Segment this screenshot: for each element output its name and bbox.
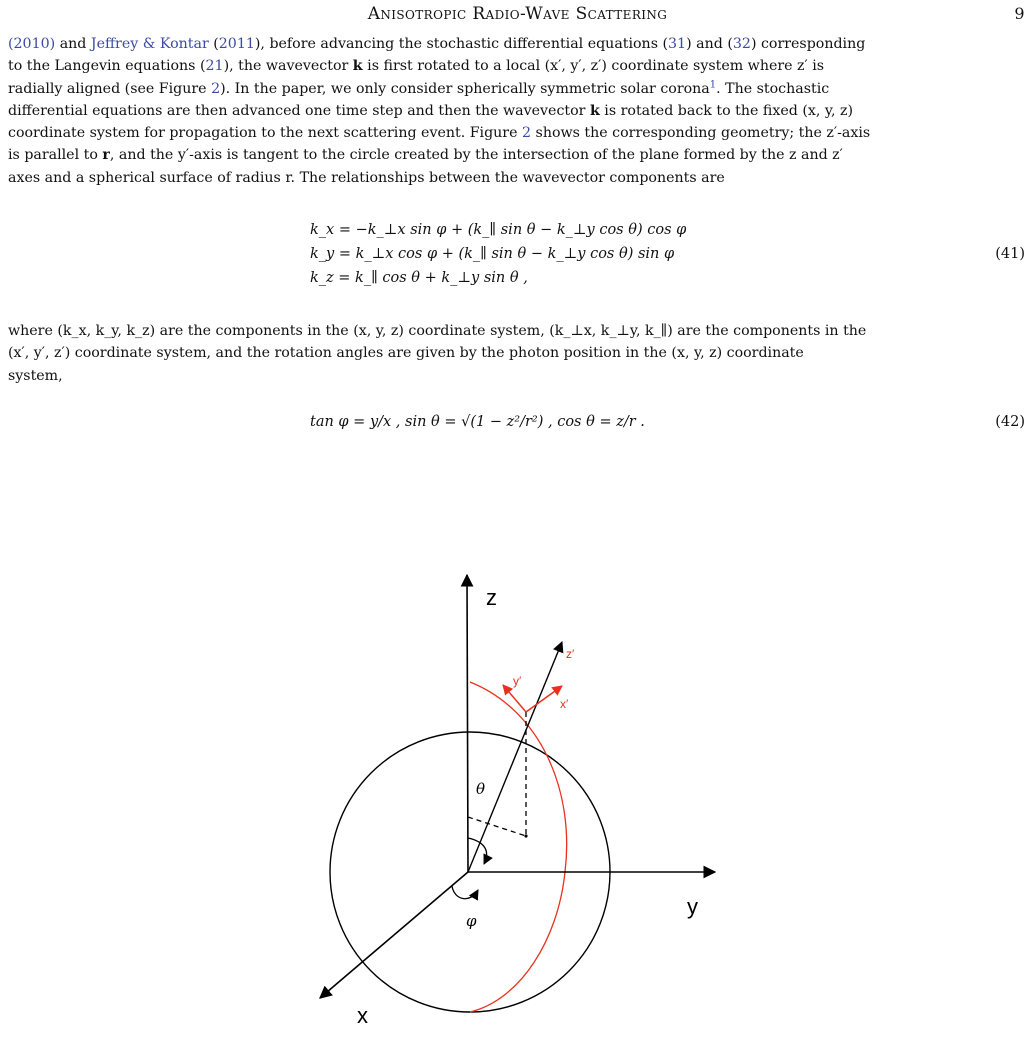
citation-link[interactable]: (2010) <box>8 36 56 52</box>
phi-label: φ <box>466 912 477 930</box>
footnote-ref-link[interactable]: 1 <box>709 78 717 90</box>
z-axis-label: z <box>486 585 497 610</box>
x-prime-arrow <box>526 686 562 712</box>
theta-label: θ <box>476 780 486 798</box>
z-axis <box>467 575 468 872</box>
intro-paragraph <box>8 33 1028 189</box>
text-line: radially aligned (see Figure 2). In the paper, we only consider spherically symmetric solar corona$^1$. The stochastic <box>8 78 830 97</box>
middle-paragraph <box>8 320 1028 387</box>
equation-number: (42) <box>995 414 1025 430</box>
equation-ref-link[interactable]: 21 <box>205 58 224 75</box>
running-title: Anisotropic Radio-Wave Scattering <box>367 4 668 24</box>
equation-ref-link[interactable]: 31 <box>668 36 687 52</box>
text-line: to the Langevin equations (21), the wavevector k is first rotated to a local (x′, y′, z′) coordinate system where z′ is <box>8 58 825 75</box>
equation-row: k_z = k_∥ cos θ + k_⊥y sin θ , <box>310 270 528 286</box>
equation-row: k_x = −k_⊥x sin φ + (k_∥ sin θ − k_⊥y cos θ) cos φ <box>310 222 687 238</box>
z-prime-label: z′ <box>566 647 575 661</box>
text-line: differential equations are then advanced one time step and then the wavevector k is rotated back to the fixed (x, y, z) <box>8 102 854 119</box>
figure-ref-link[interactable]: 2 <box>522 125 532 142</box>
equation-ref-link[interactable]: 32 <box>732 36 751 52</box>
figure-ref-link[interactable]: 2 <box>211 80 221 97</box>
citation-link[interactable]: Jeffrey & Kontar <box>90 36 209 52</box>
y-prime-label: y′ <box>513 674 522 688</box>
figure-svg <box>0 560 1035 1039</box>
text-line: where (k_x, k_y, k_z) are the components in the (x, y, z) coordinate system, (k_⊥x, k_⊥y, k_∥) are the components in the <box>8 323 867 339</box>
text-line: is parallel to r, and the y′-axis is tangent to the circle created by the intersection of the plane formed by the z and z′ <box>8 147 843 164</box>
running-head <box>0 4 1035 28</box>
text-line: axes and a spherical surface of radius r. The relationships between the wavevector components are <box>8 169 725 186</box>
text-line: (2010) and Jeffrey & Kontar (2011), before advancing the stochastic differential equations (31) and (32) corresponding <box>8 36 866 52</box>
page-number: 9 <box>1014 4 1025 23</box>
text-line: (x′, y′, z′) coordinate system, and the rotation angles are given by the photon position in the (x, y, z) coordinate <box>8 345 804 362</box>
projection-point <box>524 834 527 837</box>
coordinate-geometry-figure <box>0 560 1035 1039</box>
y-axis-label: y <box>687 894 698 919</box>
equation-number: (41) <box>995 246 1025 262</box>
text-line: system, <box>8 367 63 384</box>
x-axis-label: x <box>357 1003 368 1028</box>
citation-link[interactable]: 2011 <box>218 36 255 52</box>
x-prime-label: x′ <box>560 697 569 711</box>
x-axis <box>320 872 468 998</box>
y-prime-arrow <box>503 685 526 712</box>
projection-radial <box>468 817 526 836</box>
phi-arc <box>452 886 478 899</box>
equation-row: k_y = k_⊥x cos φ + (k_∥ sin θ − k_⊥y cos θ) sin φ <box>310 246 675 262</box>
equation-row: tan φ = y/x , sin θ = √(1 − z²/r²) , cos θ = z/r . <box>310 414 645 430</box>
text-line: coordinate system for propagation to the next scattering event. Figure 2 shows the corresponding geometry; the z′-axis <box>8 125 871 142</box>
